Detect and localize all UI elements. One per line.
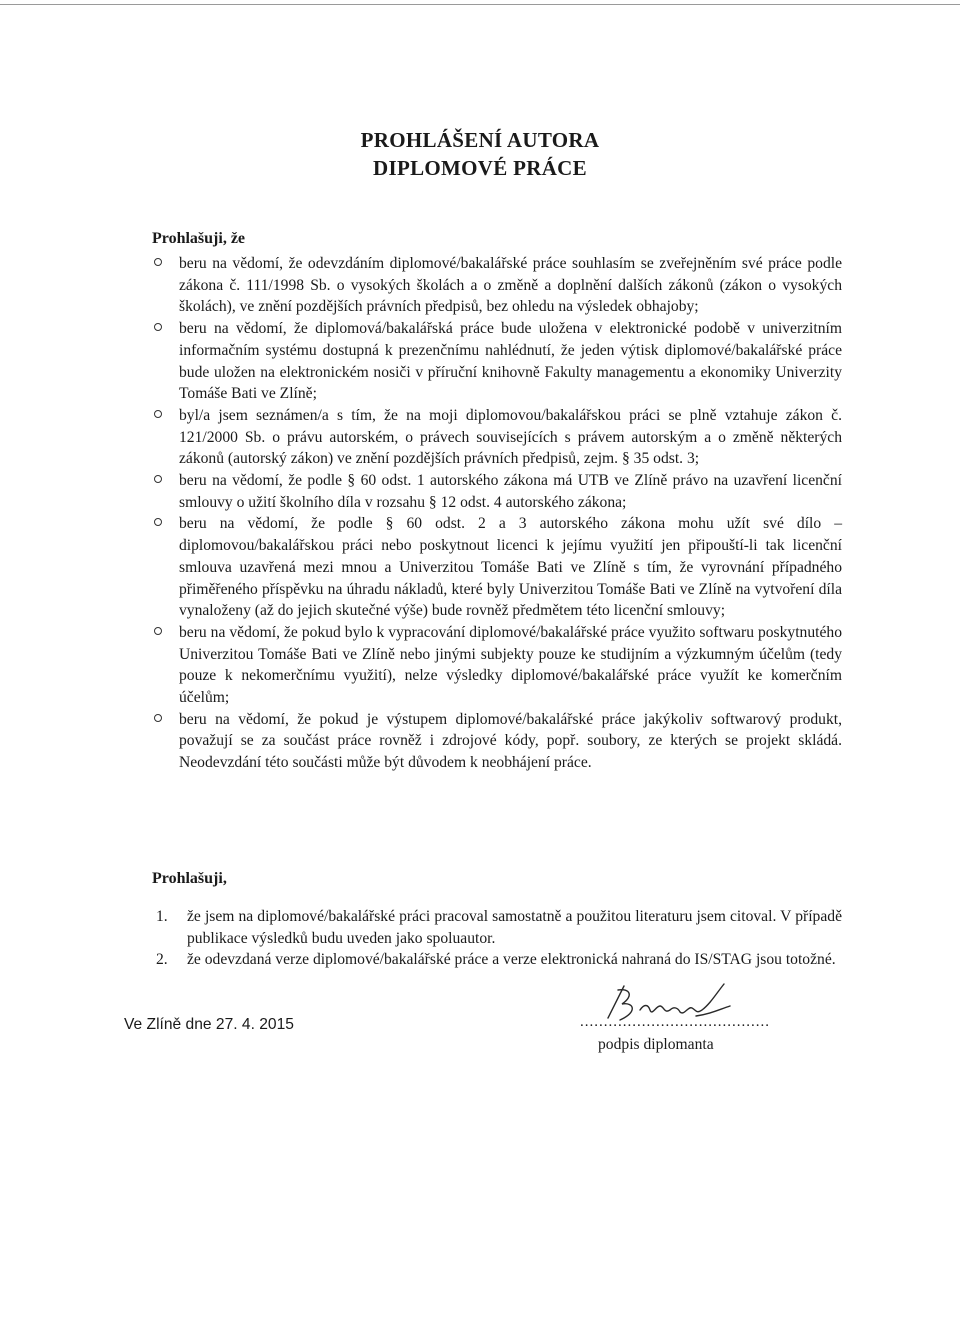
declaration-list xyxy=(152,253,842,774)
list-item: beru na vědomí, že podle § 60 odst. 1 autorského zákona má UTB ve Zlíně právo na uzavření licenční smlouvy o užití školního díla v rozsahu § 12 odst. 4 autorského zákona; xyxy=(152,470,842,513)
bullet-icon xyxy=(154,518,162,526)
bullet-icon xyxy=(154,714,162,722)
section-heading-1: Prohlašuji, že xyxy=(152,230,246,247)
bullet-icon xyxy=(154,410,162,418)
bullet-icon xyxy=(154,323,162,331)
list-item: beru na vědomí, že diplomová/bakalářská práce bude uložena v elektronické podobě v univerzitním informačním systému dostupná k prezenčnímu nahlédnutí, že jeden výtisk diplomové/bakalářské práce bude uložen na elektronickém nosiči v příruční knihovně Fakulty managementu a ekonomiky Univerzity Tomáše Bati ve Zlíně; xyxy=(152,318,842,405)
list-item: beru na vědomí, že pokud bylo k vypracování diplomové/bakalářské práce využito softwaru poskytnutého Univerzitou Tomáše Bati ve Zlíně nebo jinými subjekty pouze ke studijním a výzkumným účelům (tedy pouze k nekomerčnímu využití), nelze výsledky diplomové/bakalářské práce využít ke komerčním účelům; xyxy=(152,622,842,709)
list-item: 2. že odevzdaná verze diplomové/bakalářské práce a verze elektronická nahraná do IS/STAG jsou totožné. xyxy=(156,951,836,969)
title-line-1: PROHLÁŠENÍ AUTORA xyxy=(360,128,600,152)
list-item: beru na vědomí, že podle § 60 odst. 2 a 3 autorského zákona mohu užít své dílo – diplomovou/bakalářskou práci nebo poskytnout licenci k jejímu využití jen připouští-li tak licenční smlouva uzavřená mezi mnou a Univerzitou Tomáše Bati ve Zlíně s tím, že vyrovnání případného přiměřeného příspěvku na úhradu nákladů, které byly Univerzitou Tomáše Bati ve Zlíně na vytvoření díla vynaloženy (až do jejich skutečné výše) bude rovněž předmětem této licenční smlouvy; xyxy=(152,513,842,622)
list-item: 1. že jsem na diplomové/bakalářské práci pracoval samostatně a použitou literaturu jsem citoval. V případě publikace výsledků budu uveden jako spoluautor. xyxy=(156,908,842,947)
scan-edge-line xyxy=(0,4,960,5)
list-item: byl/a jsem seznámen/a s tím, že na moji diplomovou/bakalářskou práci se plně vztahuje zákon č. 121/2000 Sb. o právu autorském, o právech souvisejících s právem autorským a o změně některých zákonů (autorský zákon) ve znění pozdějších právních předpisů, zejm. § 35 odst. 3; xyxy=(152,405,842,470)
list-item: beru na vědomí, že pokud je výstupem diplomové/bakalářské práce jakýkoliv softwarový produkt, považují se za součást práce rovněž i zdrojové kódy, popř. soubory, ze kterých se projekt skládá. Neodevzdání této součásti může být důvodem k neobhájení práce. xyxy=(152,709,842,774)
place-date: Ve Zlíně dne 27. 4. 2015 xyxy=(124,1016,294,1033)
list-item: beru na vědomí, že odevzdáním diplomové/bakalářské práce souhlasím se zveřejněním své práce podle zákona č. 111/1998 Sb. o vysokých školách a o změně a doplnění dalších zákonů (zákon o vysokých školách), ve znění pozdějších právních předpisů, bez ohledu na výsledek obhajoby; xyxy=(152,253,842,318)
page-title xyxy=(0,126,960,182)
bullet-icon xyxy=(154,258,162,266)
signature-line: ........................................ xyxy=(580,1014,770,1030)
bullet-icon xyxy=(154,475,162,483)
numbered-declaration-list xyxy=(152,906,842,971)
bullet-icon xyxy=(154,627,162,635)
section-heading-2: Prohlašuji, xyxy=(152,870,227,887)
signature-label: podpis diplomanta xyxy=(598,1036,714,1053)
title-line-2: DIPLOMOVÉ PRÁCE xyxy=(373,156,587,180)
